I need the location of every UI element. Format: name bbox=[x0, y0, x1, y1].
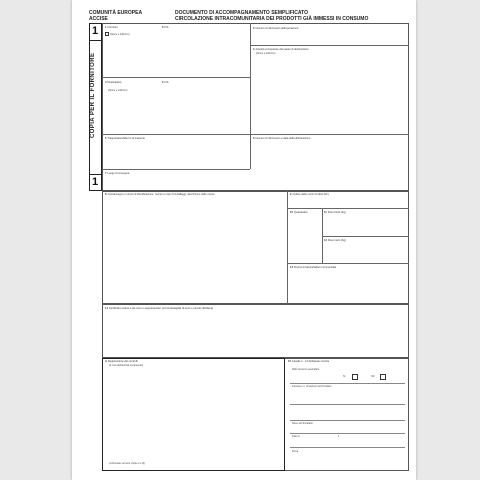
divider bbox=[102, 134, 250, 135]
excise-label: ACCISE bbox=[89, 16, 108, 22]
document-title: DOCUMENTO DI ACCOMPAGNAMENTO SEMPLIFICATO bbox=[175, 10, 308, 16]
copy-number-top: 1 bbox=[92, 25, 99, 37]
quantity-label: 10Quantitativo bbox=[290, 211, 308, 214]
controls-box bbox=[102, 358, 285, 471]
divider bbox=[89, 40, 102, 41]
certificates-section bbox=[102, 304, 409, 358]
copy-label: COPIA PER IL FORNITORE bbox=[90, 52, 96, 138]
reference-label: 2Numero di riferimento dell'operazione bbox=[253, 27, 299, 30]
divider bbox=[290, 404, 405, 405]
divider bbox=[290, 433, 405, 434]
goods-description-label: 8Contrassegni e numeri di identificazione, numero e tipo di imballaggi, descrizione delle merce bbox=[105, 193, 215, 196]
yes-label: SI bbox=[343, 375, 346, 378]
signature-label: Firma bbox=[292, 450, 299, 453]
divider bbox=[290, 447, 405, 448]
authority-label: 3Autorità competente del paese di destinazione bbox=[253, 48, 309, 51]
declaration-confirm-label: 15Caselle 1 - 13 dichiarate corrette bbox=[288, 360, 330, 363]
divider bbox=[250, 45, 409, 46]
divider bbox=[287, 208, 409, 209]
supplier-sub: (Nome e indirizzo) bbox=[110, 33, 130, 36]
controls-label: ARegistrazione dei controlli bbox=[105, 360, 138, 363]
divider bbox=[89, 174, 102, 175]
net-weight-label: 12Peso netto (Kg) bbox=[324, 239, 346, 242]
authority-sub: (Nome e indirizzo) bbox=[256, 52, 276, 55]
document-sheet bbox=[72, 0, 416, 480]
date-label: il bbox=[338, 435, 340, 438]
supplier-label: 1Fornitore bbox=[105, 26, 118, 29]
consignee-vat-label: 6IVA bbox=[162, 81, 169, 84]
commodity-code-label: 9Codice delle merci (Codice NC) bbox=[290, 193, 329, 196]
divider bbox=[287, 263, 409, 264]
place-label: Fatto a bbox=[292, 435, 300, 438]
declaration-label: 6Numero di riferimento e data della dichiarazione bbox=[253, 137, 311, 140]
supplier-checkbox[interactable] bbox=[105, 32, 109, 36]
carrier-label: 5Trasportatore/Mezzo di trasporto bbox=[105, 137, 145, 140]
controls-sub: (a cura dell'autorità competente) bbox=[109, 364, 144, 367]
yes-checkbox[interactable] bbox=[352, 374, 358, 380]
supplier-vat-label: 6IVA bbox=[162, 26, 169, 29]
divider bbox=[290, 383, 405, 384]
delivery-place-label: 7Luogo di consegna bbox=[105, 172, 130, 175]
signer-company-label: Impresa e n. di telefono del firmatario bbox=[292, 385, 332, 388]
consignee-label: 4Destinatario bbox=[105, 81, 122, 84]
divider bbox=[322, 236, 409, 237]
divider bbox=[102, 77, 250, 78]
divider bbox=[290, 420, 405, 421]
no-checkbox[interactable] bbox=[380, 374, 386, 380]
document-subtitle: CIRCOLAZIONE INTRACOMUNITARIA DEI PRODOTTI GIÀ IMMESSI IN CONSUMO bbox=[175, 16, 369, 22]
copy-number-bottom: 1 bbox=[92, 176, 99, 188]
certificates-label: 14Certificati (vedere a piè retro e supplementari, piccoli dettagliati di terzo e piccolo distilleria) bbox=[105, 307, 214, 310]
third-copy-return-label: Ritiro del terzo esemplare bbox=[292, 368, 320, 371]
signer-name-label: Nome del firmatario bbox=[292, 422, 313, 425]
community-label: COMUNITÀ EUROPEA bbox=[89, 10, 143, 16]
gross-weight-label: 11Peso lordo (Kg) bbox=[324, 211, 346, 214]
controls-footer: (continuare sul retro (copie 2 e 3)) bbox=[109, 462, 146, 465]
invoice-value-label: 13Prezzo di fattura/Valore commerciale bbox=[290, 266, 337, 269]
no-label: NO bbox=[371, 375, 375, 378]
divider bbox=[250, 134, 409, 135]
divider bbox=[102, 169, 250, 170]
consignee-sub: (Nome e indirizzo) bbox=[108, 89, 128, 92]
